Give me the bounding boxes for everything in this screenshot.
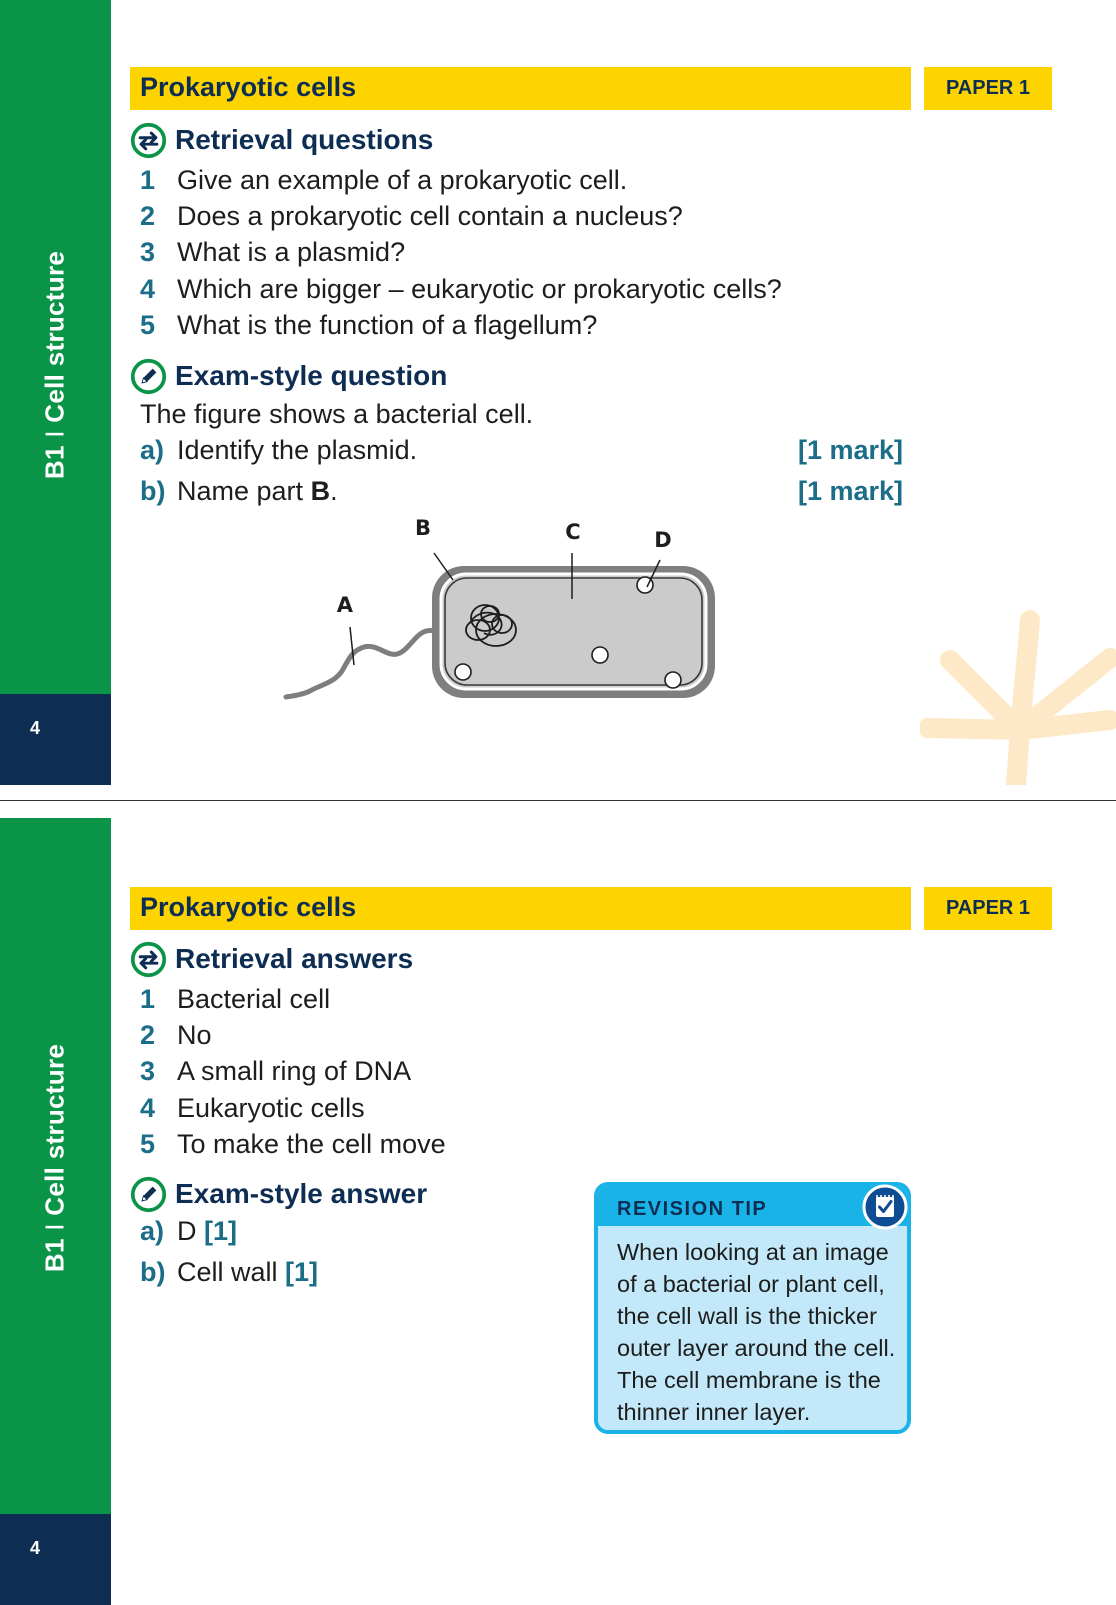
item-text: Which are bigger – eukaryotic or prokaryotic cells? [177,273,782,304]
topic-bar [130,887,911,930]
list-item [140,1090,446,1126]
list-item [140,198,782,234]
list-item [140,1054,446,1090]
part-label: a) [140,435,165,465]
item-text: What is a plasmid? [177,237,406,268]
item-text: Does a prokaryotic cell contain a nucleus? [177,200,683,231]
revision-tip-title: REVISION TIP [617,1198,768,1220]
checklist-icon [862,1184,908,1230]
item-text: A small ring of DNA [177,1056,412,1087]
item-number: 2 [140,200,156,231]
item-text: Give an example of a prokaryotic cell. [177,164,628,195]
item-text: Bacterial cell [177,983,331,1014]
pencil-icon [130,358,167,395]
exam-answer-heading [130,1175,427,1213]
exam-part-b [140,476,338,507]
retrieval-heading [130,121,433,159]
page-number: 4 [29,718,40,738]
retrieval-heading-label: Retrieval questions [175,124,434,155]
topic-bar [130,67,911,110]
item-number: 1 [140,983,156,1014]
part-text: Identify the plasmid. [177,435,418,465]
exam-answer-heading-label: Exam-style answer [175,1178,428,1209]
answer-mark: [1] [285,1257,319,1287]
item-text: To make the cell move [177,1128,446,1159]
item-text: No [177,1019,212,1050]
exam-heading [130,357,447,395]
item-text: What is the function of a flagellum? [177,309,598,340]
item-number: 2 [140,1019,156,1050]
revision-tip-text: When looking at an image of a bacterial or plant cell, the cell wall is the thicker outer layer around the cell. The cell membrane is the thinner inner layer. [617,1239,896,1425]
retrieval-answers-heading-label: Retrieval answers [175,943,414,974]
item-number: 5 [140,1128,156,1159]
item-number: 3 [140,237,156,268]
part-bold: B [310,476,331,506]
retrieval-question-list [140,162,782,343]
sidebar-strip: B1 I Cell structure [0,818,111,1514]
retrieval-answers-heading [130,940,413,978]
label-c: C [565,520,581,544]
paper-tag: PAPER 1 [924,887,1052,930]
page-number: 4 [29,1538,40,1558]
flagellum [286,630,434,697]
list-item [140,162,782,198]
answer-card [0,818,1116,1605]
topic-title: Prokaryotic cells [140,72,357,102]
card-divider [0,800,1116,801]
exam-part-a [140,435,417,466]
cell-membrane [441,574,706,689]
item-number: 1 [140,164,156,195]
item-number: 4 [140,273,156,304]
list-item [140,1017,446,1053]
topic-title: Prokaryotic cells [140,892,357,922]
item-number: 4 [140,1092,156,1123]
list-item [140,981,446,1017]
bacterial-cell-diagram [280,515,750,725]
answer-text: D [177,1216,197,1246]
item-text: Eukaryotic cells [177,1092,365,1123]
pencil-icon [130,1176,167,1213]
paper-tag: PAPER 1 [924,67,1052,110]
part-label: a) [140,1216,165,1246]
part-label: b) [140,476,166,506]
part-label: b) [140,1257,166,1287]
label-a: A [336,593,353,617]
plasmid [592,647,608,663]
item-number: 5 [140,309,156,340]
answer-text: Cell wall [177,1257,278,1287]
plasmid [665,672,681,688]
sidebar-strip: B1 I Cell structure [0,0,111,694]
item-number: 3 [140,1056,156,1087]
list-item [140,235,782,271]
label-b: B [414,516,431,540]
plasmid [455,664,471,680]
page-number-box [0,1514,111,1605]
part-text: Name part [177,476,311,506]
part-end: . [330,476,338,506]
page-number-box [0,694,111,785]
exam-answer-b [140,1257,318,1288]
mark-allocation: [1 mark] [798,435,904,465]
label-d: D [654,528,672,552]
retrieval-arrows-icon [130,122,167,159]
retrieval-arrows-icon [130,941,167,978]
retrieval-answer-list [140,981,446,1162]
list-item [140,1126,446,1162]
mark-allocation: [1 mark] [798,476,904,506]
exam-answer-a [140,1216,237,1247]
decorative-starburst-icon [920,610,1116,785]
question-card [0,0,1116,785]
list-item [140,271,782,307]
list-item [140,307,782,343]
answer-mark: [1] [204,1216,238,1246]
exam-intro: The figure shows a bacterial cell. [140,399,534,429]
exam-heading-label: Exam-style question [175,360,448,391]
